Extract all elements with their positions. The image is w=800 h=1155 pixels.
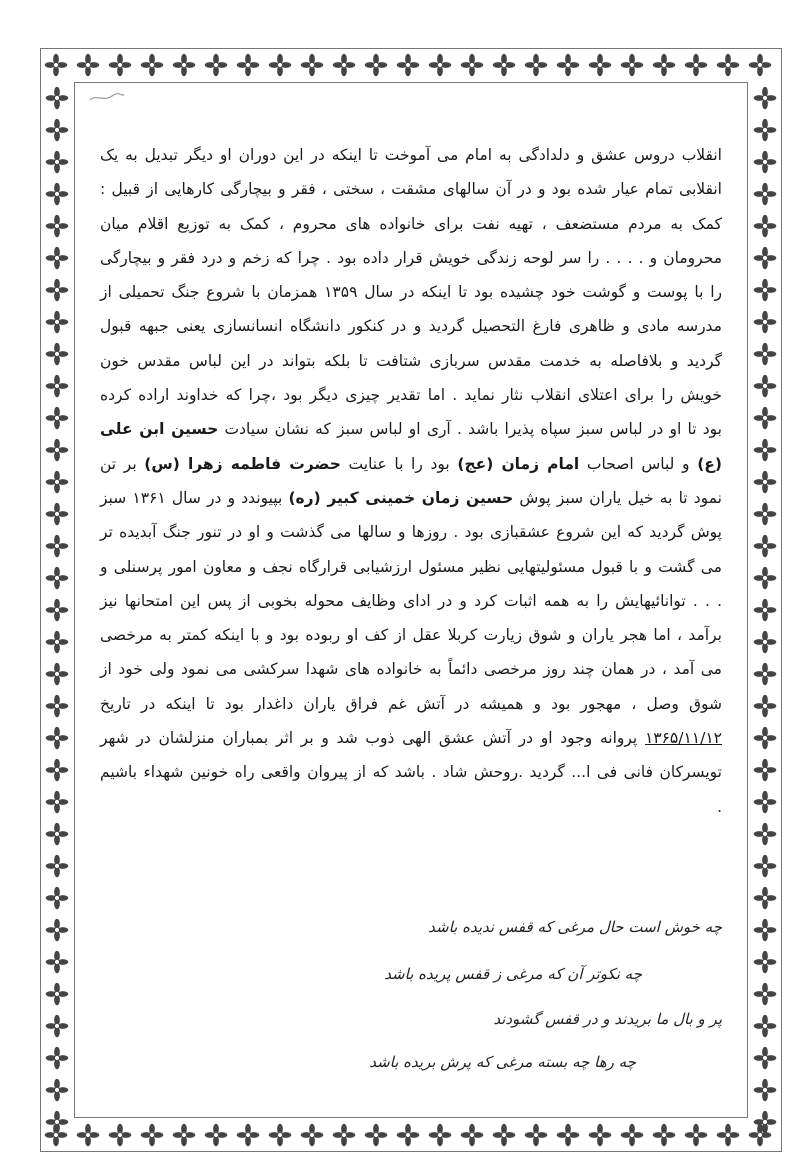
floral-ornament-icon [461,54,484,77]
floral-ornament-icon [717,54,740,77]
floral-ornament-icon [141,54,164,77]
floral-ornament-icon [754,151,777,174]
floral-ornament-icon [754,567,777,590]
text-segment: بر تن نمود تا به خیل یاران سبز پوش [100,454,722,507]
floral-ornament-icon [754,1111,777,1134]
floral-ornament-icon [333,1124,356,1147]
floral-ornament-icon [557,1124,580,1147]
floral-ornament-icon [754,439,777,462]
floral-ornament-icon [46,631,69,654]
floral-ornament-icon [525,54,548,77]
floral-ornament-icon [46,951,69,974]
floral-ornament-icon [754,1079,777,1102]
floral-ornament-icon [301,54,324,77]
floral-ornament-icon [754,343,777,366]
floral-ornament-icon [46,439,69,462]
floral-ornament-icon [754,791,777,814]
floral-ornament-icon [754,663,777,686]
floral-ornament-icon [301,1124,324,1147]
floral-ornament-icon [237,54,260,77]
floral-ornament-icon [754,599,777,622]
floral-ornament-icon [653,1124,676,1147]
floral-ornament-icon [754,695,777,718]
floral-ornament-icon [754,1047,777,1070]
floral-ornament-icon [46,343,69,366]
floral-ornament-icon [46,663,69,686]
floral-ornament-icon [461,1124,484,1147]
floral-ornament-icon [754,375,777,398]
biography-text [100,138,722,824]
biography-paragraph [100,138,722,824]
floral-ornament-icon [46,87,69,110]
floral-ornament-icon [173,54,196,77]
text-segment: بپیوندد و در سال ۱۳۶۱ سبز پوش گردید که این شروع عشقبازی بود . روزها و سالها می گذشت و او در تنور جنگ آبدیده تر می گشت و با قبول مسئولیتهایی نظیر مسئول ارزشیابی قرارگاه نجف و معاون امور پرسنلی و . . . توانائیهایش را به همه اثبات کرد و در ادای وظایف محوله بخوبی از پس این امتحانها نیز برآمد ، اما هجر یاران و شوق زیارت کربلا عقل از کف او ربوده بود و با اینکه کمتر به مرخصی می آمد ، در همان چند روز مرخصی دائماً به خانواده های شهدا سرکشی می نمود ولی خود از شوق وصل ، مهجور بود و همیشه در آتش غم فراق یاران داغدار بود تا اینکه در تاریخ [100,488,722,713]
floral-ornament-icon [429,54,452,77]
floral-ornament-icon [754,631,777,654]
floral-ornament-icon [397,54,420,77]
floral-ornament-icon [754,119,777,142]
floral-ornament-icon [46,1111,69,1134]
floral-ornament-icon [46,887,69,910]
floral-ornament-icon [754,759,777,782]
floral-ornament-icon [205,1124,228,1147]
floral-border-right [748,48,782,1152]
floral-ornament-icon [754,215,777,238]
floral-ornament-icon [77,54,100,77]
floral-ornament-icon [754,247,777,270]
floral-ornament-icon [685,54,708,77]
bold-name-hussein: حسین ابن علی (ع) [100,420,722,473]
floral-ornament-icon [653,54,676,77]
floral-ornament-icon [46,215,69,238]
floral-border-bottom [40,1118,776,1152]
floral-ornament-icon [46,535,69,558]
floral-ornament-icon [46,1079,69,1102]
floral-ornament-icon [754,887,777,910]
floral-ornament-icon [589,54,612,77]
floral-ornament-icon [754,855,777,878]
floral-ornament-icon [46,311,69,334]
floral-ornament-icon [46,567,69,590]
floral-ornament-icon [754,407,777,430]
floral-ornament-icon [46,791,69,814]
bold-name-khomeini: حسین زمان خمینی کبیر (ره) [288,488,514,507]
floral-ornament-icon [493,54,516,77]
floral-ornament-icon [46,151,69,174]
floral-ornament-icon [141,1124,164,1147]
floral-ornament-icon [685,1124,708,1147]
floral-ornament-icon [46,407,69,430]
floral-ornament-icon [754,919,777,942]
text-segment: پروانه وجود او در آتش عشق الهی ذوب شد و بر اثر بمباران منزلشان در شهر تویسرکان فانی فی ا... گردید .روحش شاد . باشد که از پیروان واقعی راه خونین شهداء باشیم . [100,729,722,816]
floral-border-top [40,48,776,82]
floral-ornament-icon [46,599,69,622]
bold-name-fatemeh: حضرت فاطمه زهرا (س) [144,454,341,473]
floral-ornament-icon [754,535,777,558]
floral-ornament-icon [754,311,777,334]
floral-ornament-icon [754,87,777,110]
martyrdom-date: ۱۳۶۵/۱۱/۱۲ [644,729,722,748]
floral-ornament-icon [109,1124,132,1147]
ink-mark [86,88,126,106]
floral-ornament-icon [46,1047,69,1070]
floral-ornament-icon [46,695,69,718]
bold-name-imam-zaman: امام زمان (عج) [457,454,580,473]
floral-ornament-icon [46,375,69,398]
floral-ornament-icon [621,54,644,77]
floral-ornament-icon [77,1124,100,1147]
floral-ornament-icon [46,983,69,1006]
floral-ornament-icon [46,1015,69,1038]
floral-ornament-icon [173,1124,196,1147]
floral-ornament-icon [754,1015,777,1038]
floral-ornament-icon [397,1124,420,1147]
floral-ornament-icon [754,983,777,1006]
poem-line: چه رها چه بسته مرغی که پرش بریده باشد [369,1053,636,1071]
floral-ornament-icon [237,1124,260,1147]
floral-ornament-icon [46,759,69,782]
poem-line: چه نکوتر آن که مرغی ز قفس پریده باشد [384,965,642,983]
floral-ornament-icon [525,1124,548,1147]
floral-ornament-icon [46,471,69,494]
floral-ornament-icon [493,1124,516,1147]
floral-ornament-icon [717,1124,740,1147]
floral-ornament-icon [46,503,69,526]
floral-ornament-icon [46,727,69,750]
floral-ornament-icon [621,1124,644,1147]
floral-ornament-icon [754,503,777,526]
floral-ornament-icon [109,54,132,77]
floral-ornament-icon [365,54,388,77]
floral-ornament-icon [46,279,69,302]
floral-ornament-icon [46,119,69,142]
poem-line: پر و بال ما بریدند و در قفس گشودند [493,1010,722,1028]
floral-ornament-icon [46,919,69,942]
floral-ornament-icon [46,183,69,206]
floral-ornament-icon [46,855,69,878]
floral-ornament-icon [429,1124,452,1147]
floral-ornament-icon [557,54,580,77]
poem-line: چه خوش است حال مرغی که قفس ندیده باشد [428,918,722,936]
floral-ornament-icon [589,1124,612,1147]
floral-ornament-icon [754,823,777,846]
floral-ornament-icon [754,183,777,206]
floral-ornament-icon [754,951,777,974]
floral-ornament-icon [46,247,69,270]
floral-ornament-icon [754,471,777,494]
text-segment: انقلاب دروس عشق و دلدادگی به امام می آموخت تا اینکه در این دوران او دیگر تبدیل به یک انقلابی تمام عیار شده بود و در آن سالهای مشقت ، سختی ، فقر و بیچارگی کارهایی از قبیل : کمک به مردم مستضعف ، تهیه نفت برای خانواده های محروم ، کمک به توزیع اقلام میان محرومان و . . . . را سر لوحه زندگی خویش قرار داده بود . چرا که زخم و درد فقر و بیچارگی را با پوست و گوشت خود چشیده بود تا اینکه در سال ۱۳۵۹ همزمان با شروع جنگ تحمیلی از مدرسه مادی و ظاهری فارغ التحصیل گردید و در کنکور دانشگاه انسانسازی یعنی جبهه قبول گردید و بلافاصله به خدمت مقدس سربازی شتافت تا بلکه بتواند در این لباس مقدس خون خویش را برای اعتلای انقلاب نثار نماید . اما تقدیر چیزی دیگر بود ،چرا که خداوند اراده کرده بود تا او در لباس سبز سپاه پذیرا باشد . آری او لباس سبز که نشان سیادت [100,146,722,439]
floral-ornament-icon [365,1124,388,1147]
floral-ornament-icon [754,279,777,302]
floral-ornament-icon [46,823,69,846]
floral-border-left [40,48,74,1152]
floral-ornament-icon [754,727,777,750]
floral-ornament-icon [269,1124,292,1147]
text-segment: بود را با عنایت [348,454,450,473]
text-segment: و لباس اصحاب [586,454,690,473]
floral-ornament-icon [269,54,292,77]
floral-ornament-icon [333,54,356,77]
floral-ornament-icon [205,54,228,77]
